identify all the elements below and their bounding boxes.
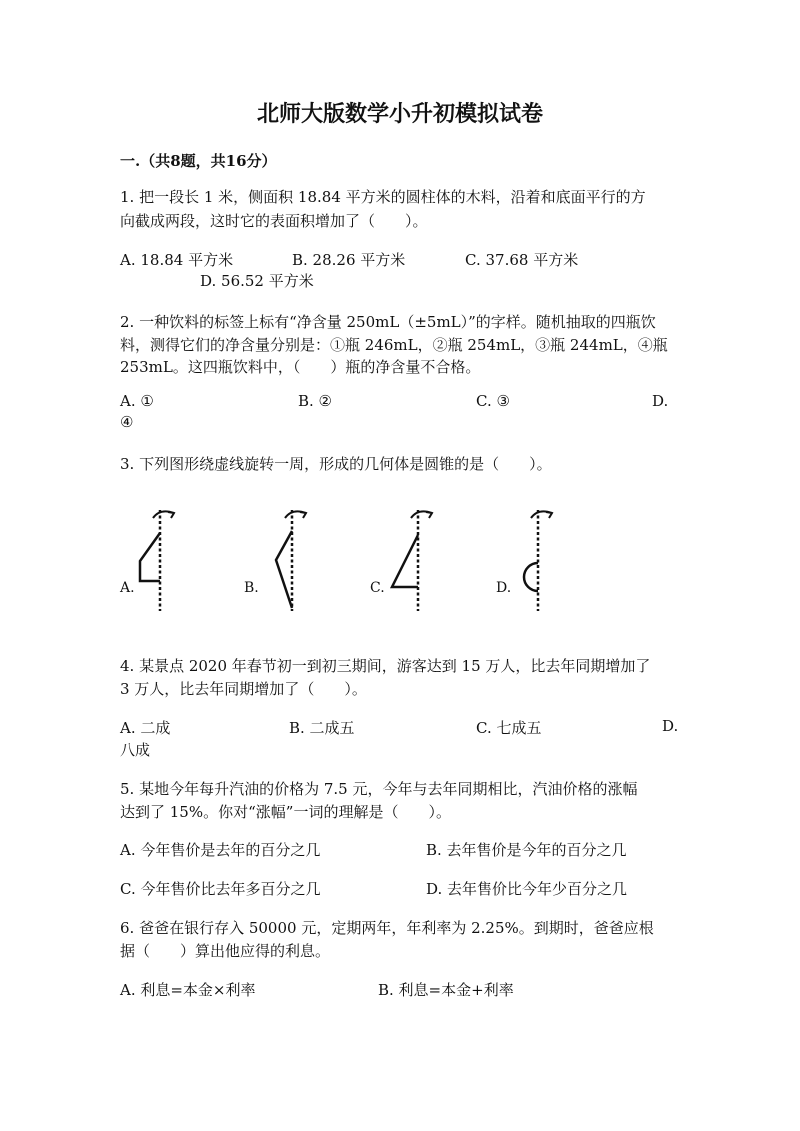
figure-b-shape <box>276 531 292 608</box>
figure-c <box>370 510 432 611</box>
figure-b-label: B. <box>244 580 259 596</box>
q2-stem-line-2: 料，测得它们的净含量分别是：①瓶 246mL，②瓶 254mL，③瓶 244mL，④瓶 <box>120 336 668 354</box>
q2-option-d-text: ④ <box>120 413 134 431</box>
figure-a <box>119 510 174 611</box>
figure-c-shape <box>392 535 418 587</box>
q3-figures <box>120 505 680 615</box>
q4-stem-line-1: 4. 某景点 2020 年春节初一到初三期间，游客达到 15 万人，比去年同期增加了 <box>120 657 651 675</box>
figure-d-label: D. <box>496 580 512 596</box>
q2-option-c: C. ③ <box>476 392 510 410</box>
q4-option-d-text: 八成 <box>120 741 151 759</box>
q4-option-d: D. <box>662 717 679 735</box>
figure-d-shape <box>524 563 538 591</box>
figure-c-rotation-arrow-icon <box>411 511 432 518</box>
q5-stem-line-1: 5. 某地今年每升汽油的价格为 7.5 元，今年与去年同期相比，汽油价格的涨幅 <box>120 780 638 798</box>
q2-stem-line-1: 2. 一种饮料的标签上标有“净含量 250mL（±5mL）”的字样。随机抽取的四瓶饮 <box>120 313 656 331</box>
q4-option-a: A. 二成 <box>120 719 171 737</box>
q1-option-a: A. 18.84 平方米 <box>120 251 234 269</box>
q6-stem-line-2: 据（ ）算出他应得的利息。 <box>120 942 331 960</box>
q1-option-d: D. 56.52 平方米 <box>200 272 314 290</box>
q4-option-b: B. 二成五 <box>289 719 355 737</box>
q1-stem-line-2: 向截成两段，这时它的表面积增加了（ ）。 <box>120 212 428 230</box>
page-title: 北师大版数学小升初模拟试卷 <box>256 101 543 127</box>
figure-b-rotation-arrow-icon <box>285 511 306 518</box>
q5-option-b: B. 去年售价是今年的百分之几 <box>426 841 627 859</box>
q2-option-b: B. ② <box>298 392 333 410</box>
q4-option-c: C. 七成五 <box>476 719 542 737</box>
q3-stem: 3. 下列图形绕虚线旋转一周，形成的几何体是圆锥的是（ ）。 <box>120 455 552 473</box>
q2-option-d: D. <box>652 392 669 410</box>
q5-option-c: C. 今年售价比去年多百分之几 <box>120 880 321 898</box>
q1-option-b: B. 28.26 平方米 <box>292 251 406 269</box>
figure-a-shape <box>140 533 160 581</box>
figure-c-label: C. <box>370 580 385 596</box>
q1-stem-line-1: 1. 把一段长 1 米，侧面积 18.84 平方米的圆柱体的木料，沿着和底面平行的方 <box>120 188 646 206</box>
q3-figures-svg <box>120 505 680 615</box>
q2-stem-line-3: 253mL。这四瓶饮料中，（ ）瓶的净含量不合格。 <box>120 358 481 376</box>
figure-b <box>244 510 306 611</box>
q6-option-b: B. 利息=本金+利率 <box>378 981 514 999</box>
q6-option-a: A. 利息=本金×利率 <box>120 981 256 999</box>
figure-a-label: A. <box>120 580 135 596</box>
q6-stem-line-1: 6. 爸爸在银行存入 50000 元，定期两年，年利率为 2.25%。到期时，爸爸应根 <box>120 919 654 937</box>
figure-d <box>496 510 552 611</box>
figure-a-rotation-arrow-icon <box>153 511 174 518</box>
q5-stem-line-2: 达到了 15%。你对“涨幅”一词的理解是（ ）。 <box>120 803 451 821</box>
q4-stem-line-2: 3 万人，比去年同期增加了（ ）。 <box>120 680 367 698</box>
q5-option-a: A. 今年售价是去年的百分之几 <box>120 841 321 859</box>
q5-option-d: D. 去年售价比今年少百分之几 <box>426 880 628 898</box>
q1-option-c: C. 37.68 平方米 <box>465 251 579 269</box>
figure-d-rotation-arrow-icon <box>531 511 552 518</box>
section-heading: 一.（共8题，共16分） <box>120 152 277 170</box>
q2-option-a: A. ① <box>120 392 154 410</box>
